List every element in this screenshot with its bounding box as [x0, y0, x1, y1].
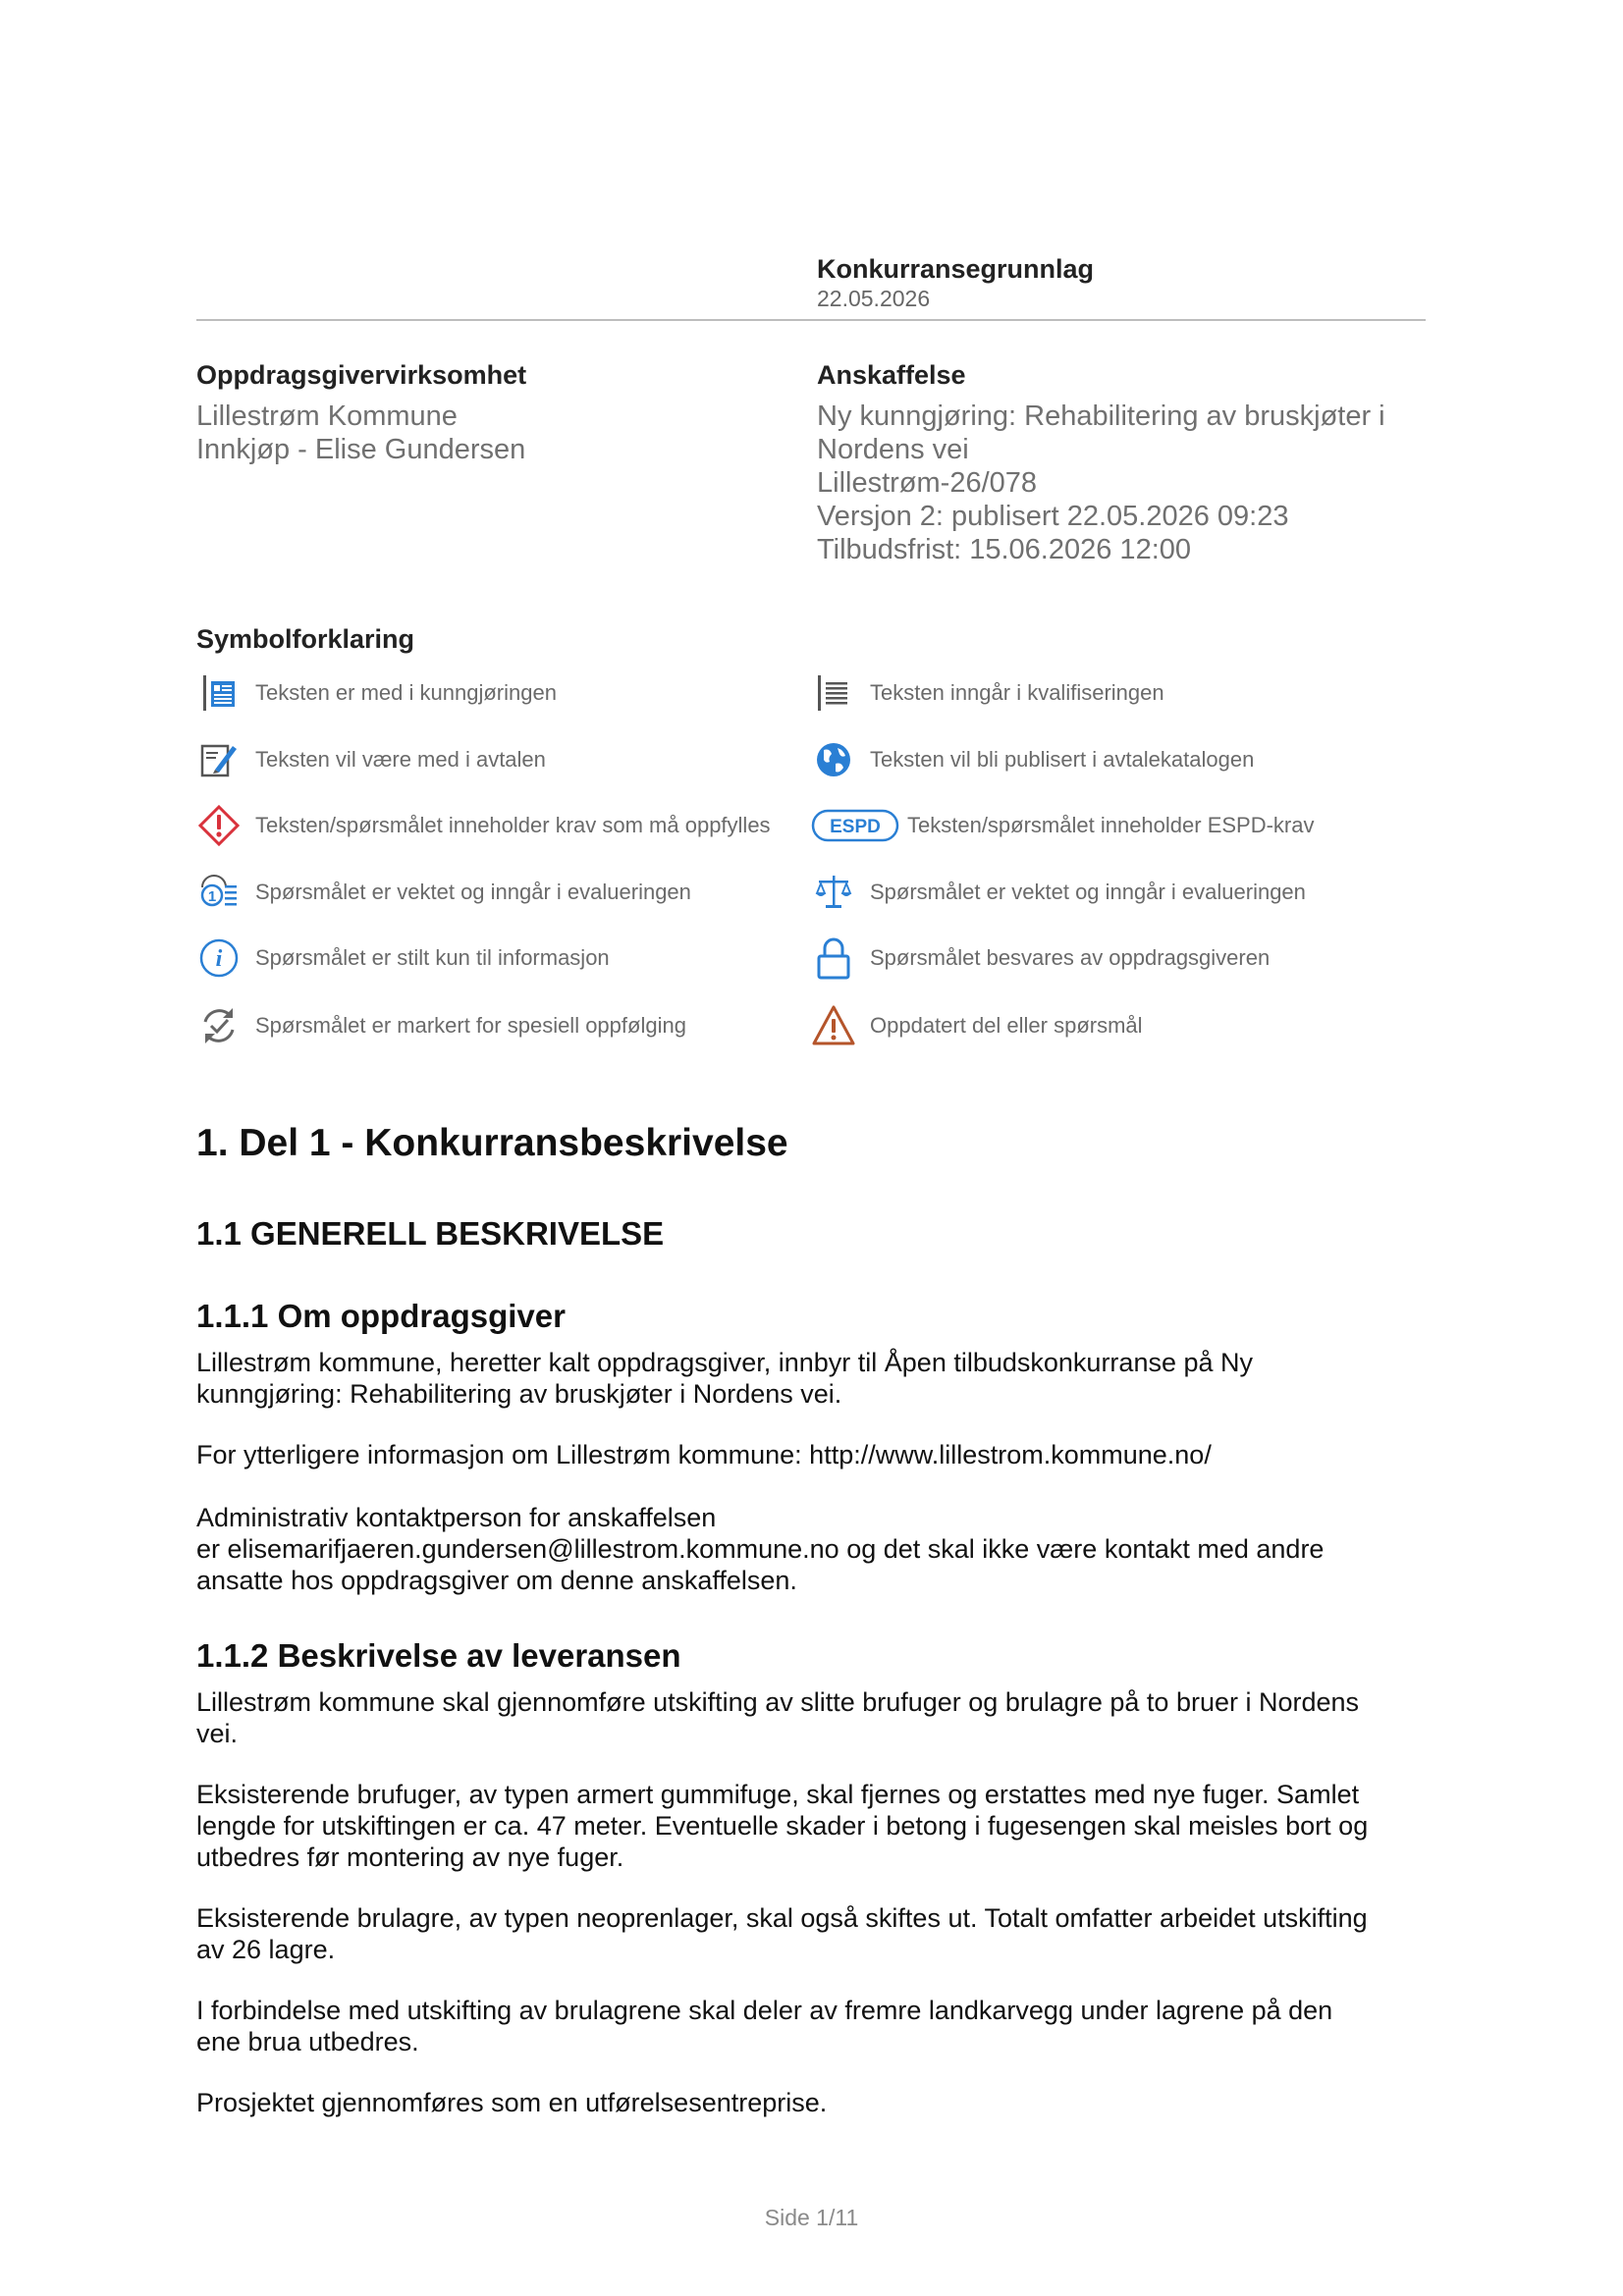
paragraph-line: er elisemarifjaeren.gundersen@lillestrom.kommune.no og det skal ikke være kontakt med andre: [196, 1534, 1325, 1564]
paragraph: [196, 1686, 1434, 1749]
legend-text: Teksten vil bli publisert i avtalekatalogen: [870, 747, 1255, 772]
procurement-line: Versjon 2: publisert 22.05.2026 09:23: [817, 501, 1289, 532]
paragraph: [196, 1902, 1434, 1965]
svg-text:1: 1: [207, 888, 217, 905]
legend-text: Spørsmålet er stilt kun til informasjon: [255, 945, 610, 970]
legend-text: Teksten er med i kunngjøringen: [255, 680, 557, 705]
legend-text: Teksten/spørsmålet inneholder ESPD-krav: [907, 813, 1315, 837]
legend-item: [811, 737, 1254, 782]
paragraph-line: Eksisterende brufuger, av typen armert gummifuge, skal fjernes og erstattes med nye fuger. Samlet: [196, 1780, 1360, 1809]
espd-badge-icon: [811, 803, 899, 848]
updated-warning-triangle-icon: [811, 1003, 856, 1048]
legend-item: [811, 670, 1164, 716]
legend-text: Spørsmålet er vektet og inngår i evalueringen: [870, 880, 1306, 904]
paragraph-line: For ytterligere informasjon om Lillestrøm kommune: http://www.lillestrom.kommune.no/: [196, 1440, 1212, 1469]
legend-item: [196, 670, 557, 716]
legend-item: [811, 1003, 1143, 1048]
follow-up-refresh-icon: [196, 1003, 242, 1048]
paragraph-line: vei.: [196, 1719, 239, 1748]
paragraph-line: Eksisterende brulagre, av typen neoprenlager, skal også skiftes ut. Totalt omfatter arbeidet utskifting: [196, 1903, 1368, 1933]
paragraph-line: Lillestrøm kommune skal gjennomføre utskifting av slitte brufuger og brulagre på to bruer i Nordens: [196, 1687, 1360, 1717]
legend-text: Spørsmålet er markert for spesiell oppfølging: [255, 1013, 686, 1038]
legend-title: Symbolforklaring: [196, 624, 415, 654]
legend-text: Teksten inngår i kvalifiseringen: [870, 680, 1164, 705]
paragraph-line: Administrativ kontaktperson for anskaffelsen: [196, 1503, 717, 1532]
legend-text: Teksten/spørsmålet inneholder krav som må oppfylles: [255, 813, 771, 837]
globe-icon: [811, 737, 856, 782]
legend-item: [811, 935, 1270, 981]
document-type-title: Konkurransegrunnlag: [817, 254, 1095, 284]
subsection-heading-1-1-2: 1.1.2 Beskrivelse av leveransen: [196, 1637, 681, 1674]
client-block: [196, 358, 785, 466]
announcement-icon: [196, 670, 242, 716]
section-heading-1-1: 1.1 GENERELL BESKRIVELSE: [196, 1215, 665, 1252]
client-line: Innkjøp - Elise Gundersen: [196, 434, 526, 465]
client-line: Lillestrøm Kommune: [196, 400, 458, 432]
padlock-icon: [811, 935, 856, 981]
procurement-line: Ny kunngjøring: Rehabilitering av bruskjøter i: [817, 400, 1385, 432]
legend-item: [196, 935, 610, 981]
legend-text: Spørsmålet er vektet og inngår i evalueringen: [255, 880, 691, 904]
header-divider: [196, 319, 1426, 321]
svg-text:i: i: [215, 946, 223, 972]
document-header: [817, 253, 1094, 312]
paragraph-line: kunngjøring: Rehabilitering av bruskjøter i Nordens vei.: [196, 1379, 842, 1409]
qualification-list-icon: [811, 670, 856, 716]
legend-item: [196, 1003, 686, 1048]
client-heading: Oppdragsgivervirksomhet: [196, 360, 527, 390]
page-number: Side 1/11: [764, 2205, 859, 2230]
legend-item: [196, 870, 691, 915]
paragraph-line: Prosjektet gjennomføres som en utførelsesentreprise.: [196, 2088, 828, 2117]
document-date: 22.05.2026: [817, 286, 931, 311]
legend-text: Teksten vil være med i avtalen: [255, 747, 546, 772]
paragraph-line: ene brua utbedres.: [196, 2027, 419, 2056]
paragraph-line: Lillestrøm kommune, heretter kalt oppdragsgiver, innbyr til Åpen tilbudskonkurranse på Ny: [196, 1348, 1254, 1377]
procurement-line: Tilbudsfrist: 15.06.2026 12:00: [817, 534, 1192, 565]
paragraph-line: utbedres før montering av nye fuger.: [196, 1842, 624, 1872]
paragraph: [196, 1347, 1434, 1410]
legend-item: [196, 803, 771, 848]
subsection-heading-1-1-1: 1.1.1 Om oppdragsgiver: [196, 1298, 566, 1334]
procurement-line: Lillestrøm-26/078: [817, 467, 1038, 499]
paragraph: [196, 1502, 1434, 1596]
section-heading-1: 1. Del 1 - Konkurransbeskrivelse: [196, 1122, 788, 1164]
legend-item: [811, 803, 1315, 848]
info-icon: [196, 935, 242, 981]
paragraph: [196, 2087, 1434, 2118]
weighted-list-icon: [196, 870, 242, 915]
paragraph-line: ansatte hos oppdragsgiver om denne anskaffelsen.: [196, 1566, 797, 1595]
procurement-block: [817, 358, 1426, 566]
contract-pen-icon: [196, 737, 242, 782]
espd-badge-label: ESPD: [830, 817, 881, 837]
paragraph-line: I forbindelse med utskifting av brulagrene skal deler av fremre landkarvegg under lagrene på den: [196, 1996, 1333, 2025]
paragraph-line: lengde for utskiftingen er ca. 47 meter. Eventuelle skader i betong i fugesengen skal meisles bort og: [196, 1811, 1369, 1841]
paragraph-line: av 26 lagre.: [196, 1935, 336, 1964]
procurement-line: Nordens vei: [817, 434, 969, 465]
paragraph: [196, 1779, 1434, 1873]
legend-text: Oppdatert del eller spørsmål: [870, 1013, 1143, 1038]
legend-text: Spørsmålet besvares av oppdragsgiveren: [870, 945, 1271, 970]
scales-icon: [811, 870, 856, 915]
paragraph: [196, 1439, 1434, 1470]
legend-item: [811, 870, 1306, 915]
paragraph: [196, 1995, 1434, 2057]
procurement-heading: Anskaffelse: [817, 360, 966, 390]
warning-diamond-icon: [196, 803, 242, 848]
legend-item: [196, 737, 546, 782]
